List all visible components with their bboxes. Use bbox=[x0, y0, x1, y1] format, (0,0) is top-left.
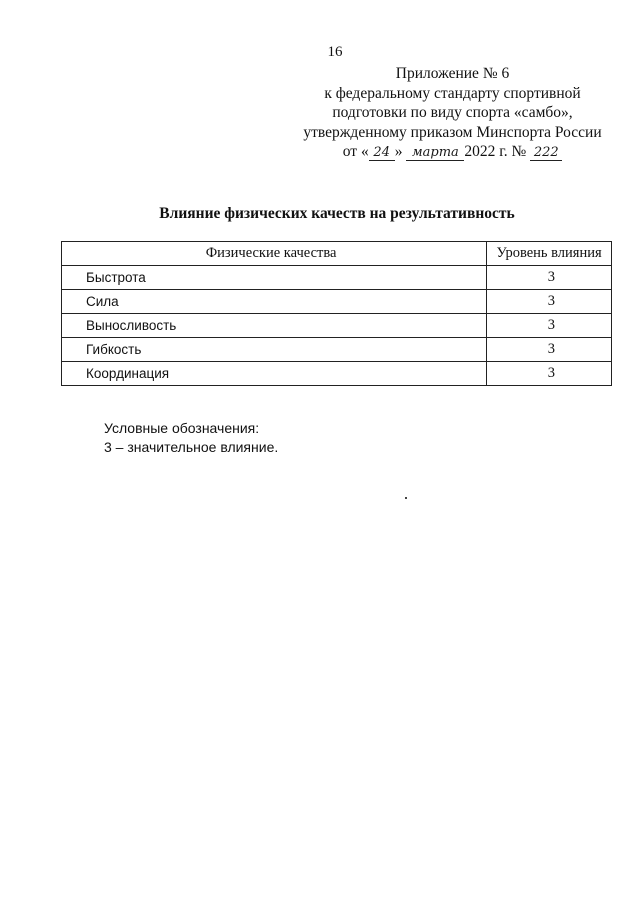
appendix-line-4: утвержденному приказом Минспорта России bbox=[303, 123, 602, 141]
appendix-header bbox=[300, 64, 605, 162]
level-cell: 3 bbox=[487, 362, 612, 386]
quality-cell: Гибкость bbox=[62, 338, 487, 362]
header-quality: Физические качества bbox=[62, 242, 487, 266]
level-cell: 3 bbox=[487, 290, 612, 314]
date-year: 2022 г. № bbox=[464, 143, 527, 160]
quality-cell: Сила bbox=[62, 290, 487, 314]
legend-heading: Условные обозначения: bbox=[104, 420, 260, 436]
quality-cell: Выносливость bbox=[62, 314, 487, 338]
table-row bbox=[62, 362, 612, 386]
document-title: Влияние физических качеств на результативность bbox=[159, 205, 515, 222]
stray-dot bbox=[405, 497, 407, 499]
quality-cell: Координация bbox=[62, 362, 487, 386]
appendix-line-1: Приложение № 6 bbox=[395, 65, 510, 82]
table-header-row bbox=[62, 242, 612, 266]
date-prefix: от « bbox=[342, 143, 369, 160]
table-row bbox=[62, 290, 612, 314]
quality-cell: Быстрота bbox=[62, 266, 487, 290]
level-cell: 3 bbox=[487, 314, 612, 338]
legend-item: 3 – значительное влияние. bbox=[104, 438, 279, 455]
level-cell: 3 bbox=[487, 266, 612, 290]
handwritten-order-number: 222 bbox=[530, 146, 562, 161]
appendix-date-line bbox=[300, 142, 605, 162]
appendix-line-2: к федеральному стандарту спортивной bbox=[324, 84, 581, 102]
handwritten-day: 24 bbox=[369, 146, 395, 161]
table-row bbox=[62, 338, 612, 362]
qualities-table bbox=[61, 241, 612, 386]
page-number: 16 bbox=[327, 44, 343, 60]
handwritten-month: марта bbox=[406, 146, 464, 161]
date-mid: » bbox=[394, 143, 403, 160]
legend bbox=[104, 419, 278, 456]
header-level: Уровень влияния bbox=[487, 242, 612, 266]
table-row bbox=[62, 314, 612, 338]
table-row bbox=[62, 266, 612, 290]
appendix-line-3: подготовки по виду спорта «самбо», bbox=[332, 104, 573, 121]
level-cell: 3 bbox=[487, 338, 612, 362]
